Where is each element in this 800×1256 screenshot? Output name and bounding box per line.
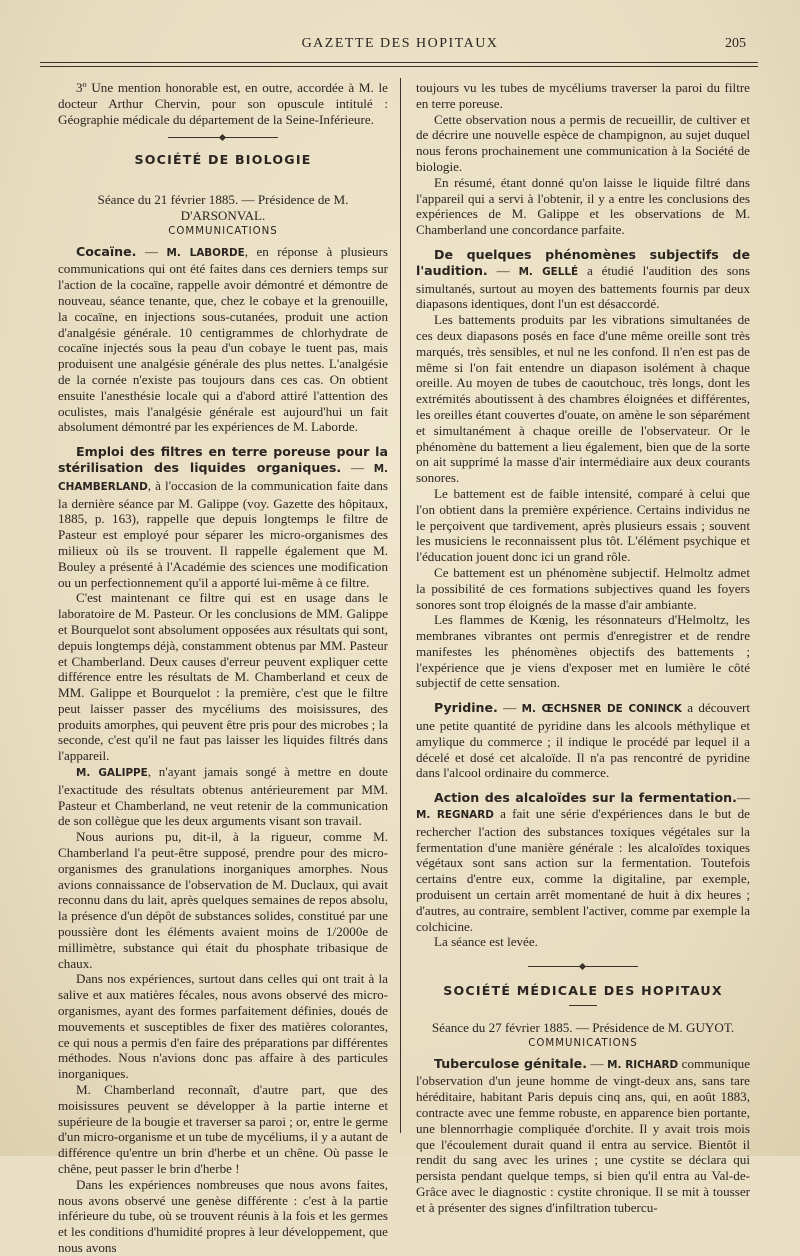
speaker-name: M. GALIPPE — [76, 767, 148, 780]
dash: — — [587, 1055, 608, 1071]
header-rule — [40, 62, 758, 63]
page-number: 205 — [725, 36, 746, 51]
paragraph: Le battement est de faible intensité, comparé à celui que l'on obtient dans la première expérience. Certains individus ne le perçoivent que tardivement, après plusieurs essais ; souvent les musiciens le reconnaissent plus tôt. L'élément psychique et l'éducation jouent donc ici un grand rôle. — [416, 485, 750, 565]
paragraph: Cette observation nous a permis de recueillir, de cultiver et de décrire une nouvelle espèce de champignon, au sujet duquel nous ferons prochainement une communication à la Société de biologie. — [416, 111, 750, 174]
communications-heading: COMMUNICATIONS — [528, 1037, 638, 1049]
section-separator — [528, 966, 638, 967]
paragraph: Dans nos expériences, surtout dans celles qui ont trait à la salive et aux matières fécales, nous avons observé des micro-organismes, ayant des formes parfaitement définies, doués de mouvements et susceptibles de fixer des matières colorantes, ce qui nous a permis d'en faire des préparations par différentes méthodes. Nous n'avions donc pas affaire à des particules inorganiques. — [58, 971, 388, 1082]
topic-heading: Action des alcaloïdes sur la fermentation. — [434, 790, 737, 806]
communications-heading: COMMUNICATIONS — [168, 225, 278, 237]
topic-heading: Emploi des filtres en terre poreuse pour la stérilisation des liquides organiques. — [58, 444, 388, 475]
speaker-name: M. RICHARD — [607, 1058, 679, 1071]
paragraph-text: a fait une série d'expériences dans le but de rechercher l'action des substances toxiques végétales sur la fermentation d'une manière générale : les alcaloïdes toxiques végétaux sont sans action sur la fermentation. Toutefois certains d'entre eux, comme la digitaline, par exemple, produisent un certain arrêt momentané de huit à dix heures ; d'autres, au contraire, semblent l'activer, comme par exemple la colchicine. — [416, 806, 750, 934]
galippe-paragraph — [58, 764, 388, 829]
paragraph-text: a découvert une petite quantité de pyridine dans les alcools méthylique et amylique du commerce ; il indique le procédé par lequel il a décelé et dosé cet alcaloïde. Il n'a pas rencontré de pyridine dans l'alcool ordinaire du commerce. — [416, 700, 751, 781]
title-underline — [569, 1005, 597, 1006]
paragraph: Les flammes de Kœnig, les résonnateurs d'Helmoltz, les membranes vibrantes ont permis d'enregistrer et de rendre manifestes les phénomènes objectifs des battements ; l'expérience que je viens d'exposer met en lumière le côté subjectif de cette sensation. — [416, 612, 750, 691]
column-divider — [400, 78, 401, 1133]
running-title: GAZETTE DES HOPITAUX — [301, 36, 499, 51]
paragraph: Nous aurions pu, dit-il, à la rigueur, comme M. Chamberland l'a peut-être supposé, prendre pour des micro-organismes des granulations inorganiques amorphes. Nous avions connaissance de l'observation de M. Duclaux, qui avait reconnu dans du lait, après quelques semaines de repos absolu, la présence d'un dépôt de substances solides, constitué par une poussière dont les éléments avaient moins de 1/2000e de millimètre, substance qui était du phosphate tribasique de chaux. — [58, 829, 388, 971]
alcaloides-paragraph — [416, 790, 750, 934]
dash: — — [736, 790, 750, 806]
society-title: SOCIÉTÉ MÉDICALE DES HOPITAUX — [443, 983, 723, 999]
intro-paragraph: 3º Une mention honorable est, en outre, accordée à M. le docteur Arthur Chervin, pour son opuscule intitulé : Géographie médicale du département de la Seine-Inférieure. — [58, 80, 388, 127]
topic-heading: Cocaïne. — [76, 243, 137, 259]
closing-line: La séance est levée. — [434, 934, 538, 950]
paragraph: M. Chamberland reconnaît, d'autre part, que des moisissures peuvent se développer à la partie interne et supérieure de la bougie et traverser sa paroi ; or, entre le germe d'un micro-organisme et un tube de mycéliums, il y a autant de différence qu'entre un brin d'herbe et un chêne. Où passe le chêne, peut passer le brin d'herbe ! — [58, 1082, 388, 1176]
dash: — — [341, 459, 374, 475]
audition-paragraph — [416, 247, 750, 312]
paragraph: C'est maintenant ce filtre qui est en usage dans le laboratoire de M. Pasteur. Or les conclusions de MM. Galippe et Bourquelot sont absolument opposées aux résultats qui sont, depuis longtemps déjà, constamment obtenus par MM. Pasteur et Chamberland. Deux causes d'erreur peuvent expliquer cette différence entre les résultats de M. Chamberland et ceux de MM. Galippe et Bourquelot : la première, c'est que le filtre peut laisser passer des mycéliums des moisissures, des produits amorphes, qui peuvent être pris pour des microbes ; la seconde, c'est qu'il ne faut pas laisser les liquides filtrés dans l'appareil. — [58, 590, 388, 764]
paragraph: toujours vu les tubes de mycéliums traverser la paroi du filtre en terre poreuse. — [416, 80, 750, 111]
society-title: SOCIÉTÉ DE BIOLOGIE — [134, 152, 312, 168]
dash: — — [497, 700, 522, 716]
paragraph: En résumé, étant donné qu'on laisse le liquide filtré dans l'appareil qui a servi à l'obtenir, il y a entre les conclusions des expériences de M. Galippe et les observations de M. Chamberland une concordance parfaite. — [416, 174, 750, 238]
header-rule-double — [40, 66, 758, 67]
filtres-paragraph — [58, 444, 388, 590]
paragraph-text: , en réponse à plusieurs communications qui ont été faites dans ces derniers temps sur l'action de la cocaïne, rappelle avoir démontré et démontre de nouveau, séance tenante, que, chez le cobaye et la grenouille, la cocaïne, en injections sous-cutanées, produit une action d'analgésie générale. 10 centigrammes de chlorhydrate de cocaïne injectés sous la peau d'un cobaye le tuent pas, mais produisent une analgésie générale des plus nettes. L'analgésie de la cornée n'existe pas toujours dans ces cas. On obtient ensuite l'anesthésie locale qui a d'abord attiré l'attention des oculistes, mais l'analgésie générale est aujourd'hui un fait absolument démontré par les expériences de M. Laborde. — [58, 243, 388, 435]
paragraph: Ce battement est un phénomène subjectif. Helmoltz admet la possibilité de ces formations subjectives quand les foyers sonores sont trop éloignés de la masse d'air ambiante. — [416, 564, 750, 612]
section-separator — [168, 137, 278, 138]
page-header — [40, 36, 760, 58]
speaker-name: M. LABORDE — [166, 246, 245, 259]
topic-heading: De quelques phénomènes subjectifs de l'audition. — [416, 246, 750, 278]
speaker-name: M. REGNARD — [416, 809, 494, 822]
dash: — — [136, 243, 167, 259]
topic-heading: Tuberculose génitale. — [434, 1055, 587, 1071]
paragraph-text: a étudié l'audition des sons simultanés, surtout au moyen des battements fournis par deux diapasons identiques, dont l'un est désaccordé. — [416, 262, 750, 312]
paragraph-text: communique l'observation d'un jeune homme de vingt-deux ans, sans tare héréditaire, habitant Paris depuis cinq ans, qui, en août 1883, contracte avec une femme robuste, en apparence bien portante, une blennorrhagie compliquée d'orchite. Il y avait trois mois que l'écoulement durait quand il entra au service. Bientôt il rendit du sang avec les urines ; une cystite se déclara qui persista pendant quelque temps, si bien qu'il entra au Val-de-Grâce avec le diagnostic : cystite chronique. Il se mit à tousser et à présenter des signes d'infiltration tubercu- — [416, 1055, 751, 1215]
pyridine-paragraph — [416, 700, 750, 781]
paragraph-text: , à l'occasion de la communication faite dans la dernière séance par M. Galippe (voy. Gazette des hôpitaux, 1885, p. 163), rappelle que depuis longtemps le filtre de Pasteur est employé pour séparer les micro-organismes des milieux où ils se trouvent. Il rappelle également que M. Bouley a présenté à l'Académie des sciences une modification ou un perfectionnement qu'il a apporté lui-même à ce filtre. — [58, 477, 388, 590]
speaker-name: M. ŒCHSNER DE CONINCK — [521, 703, 682, 716]
session-line: Séance du 21 février 1885. — Présidence de M. D'ARSONVAL. — [97, 192, 349, 223]
dash: — — [487, 262, 519, 278]
speaker-name: M. CHAMBERLAND — [58, 462, 389, 493]
left-column — [58, 80, 389, 1255]
cocaine-paragraph — [58, 244, 388, 436]
right-column — [416, 80, 751, 1215]
speaker-name: M. GELLÉ — [518, 265, 579, 278]
paragraph: Dans les expériences nombreuses que nous avons faites, nous avons observé une genèse différente : c'est à la partie inférieure du tube, où se trouvent réunis à la fois et les germes et les conditions d'humidité propres à leur développement, que nous avons — [58, 1176, 388, 1255]
paragraph-text: , n'ayant jamais songé à mettre en doute l'exactitude des résultats obtenus antérieurement par MM. Pasteur et Chamberland, ne veut retenir de la communication de son collègue que les deux arguments visant son travail. — [58, 764, 388, 829]
topic-heading: Pyridine. — [434, 700, 498, 716]
tuberculose-paragraph — [416, 1056, 750, 1216]
paragraph: Les battements produits par les vibrations simultanées de ces deux diapasons posés en face d'une même oreille sont très marqués, très sensibles, et nul ne les confond. Il n'en est pas de même si l'on fait entendre un diapason isolément à chaque oreille. Au moyen de tubes de caoutchouc, très longs, dont les extrémités aboutissent à des chambres éloignées et différentes, les oreilles étant couvertes d'ouate, on amène le son séparément et simultanément à chaque oreille de l'observateur. Or le phénomène du battement a lieu également, bien que de la sorte on ait supprimé la masse d'air intermédiaire aux deux courants sonores. — [416, 312, 750, 486]
session-line: Séance du 27 février 1885. — Présidence de M. GUYOT. — [431, 1020, 735, 1036]
